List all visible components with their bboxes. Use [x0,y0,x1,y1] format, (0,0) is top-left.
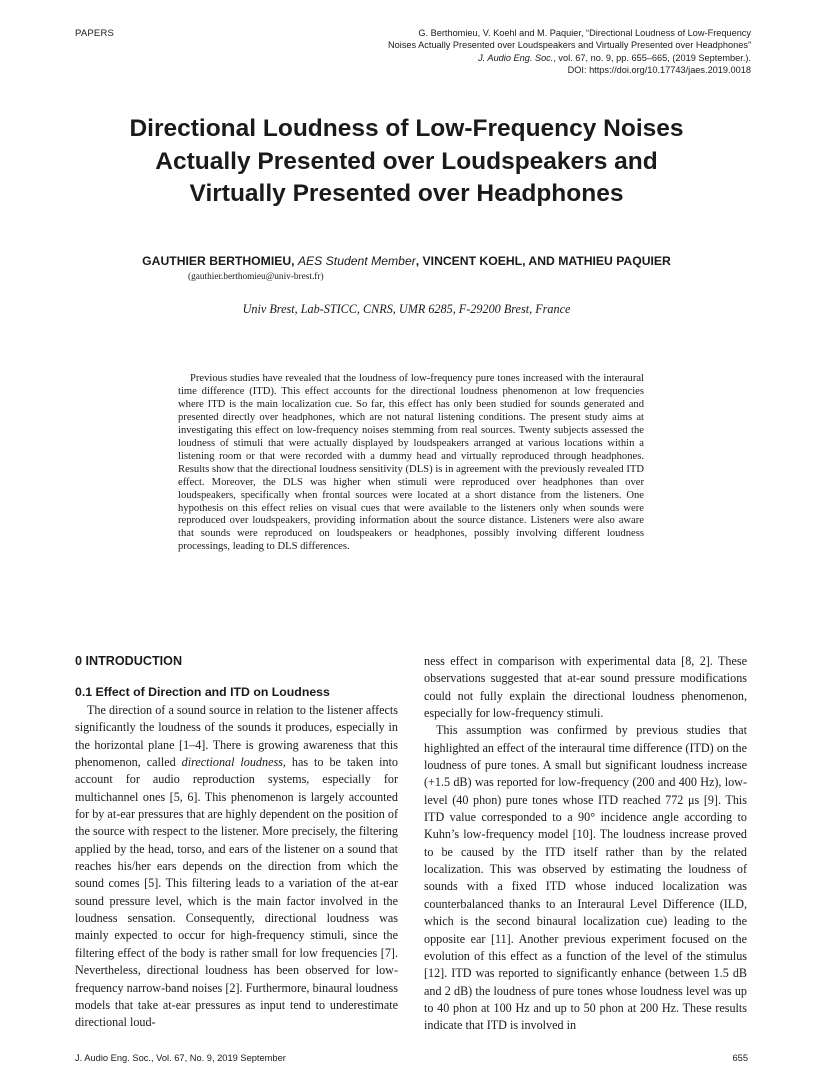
subsection-heading: 0.1 Effect of Direction and ITD on Loudness [75,685,330,699]
author-list [60,254,753,268]
page-number: 655 [732,1053,748,1063]
body-column-left [75,702,398,1032]
footer-journal: J. Audio Eng. Soc., Vol. 67, No. 9, 2019 September [75,1053,286,1063]
title-line-2: Actually Presented over Loudspeakers and [155,147,658,175]
title-line-1: Directional Loudness of Low-Frequency Noises [129,115,684,142]
author-names-rest: , VINCENT KOEHL, AND MATHIEU PAQUIER [415,254,671,268]
author-name-1: GAUTHIER BERTHOMIEU, [142,254,295,268]
citation-line-2: Noises Actually Presented over Loudspeakers and Virtually Presented over Headphones” [388,40,751,51]
citation-journal: J. Audio Eng. Soc. [478,52,554,63]
citation-line-3 [321,52,751,64]
citation-block [321,27,751,76]
paper-title [60,113,753,211]
body-column-right [424,653,747,1035]
membership-label: AES Student Member [297,254,416,268]
title-line-3: Virtually Presented over Headphones [189,180,624,207]
abstract: Previous studies have revealed that the loudness of low-frequency pure tones increased with the interaural time difference (ITD). This effect accounts for the directional loudness phenomenon at low frequencies where ITD is the main localization cue. So far, this effect has only been studied for sounds generated and presented directly over headphones, which are not natural listening conditions. The present study aims at investigating this effect on low-frequency noises stemming from real sources. Twenty subjects assessed the loudness of stimuli that were actually displayed by loudspeakers arranged at various locations within a listening room or that were recorded with a dummy head and virtually reproduced through headphones. Results show that the directional loudness sensitivity (DLS) is in agreement with the previously revealed ITD effect. Moreover, the DLS was higher when stimuli were reproduced over headphones than over loudspeakers, specifically when frontal sources were located at a short distance from the listeners. One hypothesis on this effect relies on visual cues that were available to the listeners only when sounds were reproduced over loudspeakers, providing information about the source distance. Listeners were also aware that sounds were reproduced on loudspeakers or headphones, possibly involving different loudness processings, leading to DLS differences. [178,373,644,553]
paragraph: This assumption was confirmed by previous studies that highlighted an effect of the interaural time difference (ITD) on the loudness of pure tones. A small but significant loudness increase (+1.5 dB) was reported for low-frequency (200 and 400 Hz), low-level (40 phon) pure tones whose ITD reached 772 μs [9]. This ITD value corresponded to a 90° incidence angle according to Kuhn’s low-frequency model [10]. The loudness increase proved to be caused by the ITD itself rather than by the related localization. This was observed by estimating the loudness of sounds with a fixed ITD whose induced localization was counterbalanced thanks to an Interaural Level Difference (ILD, which is the second binaural localization cue) leading to the opposite ear [11]. Another previous experiment focused on the evolution of this effect as a function of the level of the stimulus [12]. ITD was reported to significantly enhance (between 1.5 dB and 2 dB) the loudness of pure tones whose loudness level was up to 40 phon at 100 Hz and up to 50 phon at 200 Hz. These results indicate that ITD is involved in [424,723,747,1033]
paragraph-continued: ness effect in comparison with experimental data [8, 2]. These observations suggested that at-ear sound pressure modifications could not fully explain the directional loudness phenomenon, especially for low-frequency stimuli. [424,654,747,721]
term-emphasis: directional loudness [181,755,283,770]
paragraph [75,702,398,1032]
paragraph-text: The direction of a sound source in relation to the listener affects significantly the loudness of the sounds it produces, especially in the horizontal plane [1–4]. There is growing awareness that this phenomenon, called [75,703,398,770]
section-heading-introduction: 0 INTRODUCTION [75,654,183,668]
citation-volume: , vol. 67, no. 9, pp. 655–665, (2019 September.). [553,52,751,63]
paragraph-text: , has to be taken into account for audio reproduction systems, especially for multichannel ones [5, 6]. This phenomenon is largely accounted for by at-ear pressures that are highly dependent on the position of the source with respect to the listener. More precisely, the filtering applied by the head, torso, and ears of the listener on a sound that reaches his/her ears depends on the direction from which the sound comes [5]. This filtering leads to a variation of the at-ear sound pressure level, which is the main factor involved in the loudness sensation. Consequently, directional loudness was mainly expected to occur for high-frequency stimuli, since the filtering effect of the body is rather small for low frequencies [7]. Nevertheless, directional loudness has been observed for low-frequency narrow-band noises [2]. Furthermore, binaural loudness models that take at-ear pressures as input tend to underestimate directional loud- [75,755,398,1030]
citation-line-1: G. Berthomieu, V. Koehl and M. Paquier, “Directional Loudness of Low-Frequency [418,28,751,38]
citation-doi[interactable]: DOI: https://doi.org/10.17743/jaes.2019.0018 [567,64,751,75]
author-affiliation: Univ Brest, Lab-STICC, CNRS, UMR 6285, F-29200 Brest, France [242,302,571,316]
running-head-section: PAPERS [75,28,115,39]
author-email[interactable]: (gauthier.berthomieu@univ-brest.fr) [188,272,324,282]
